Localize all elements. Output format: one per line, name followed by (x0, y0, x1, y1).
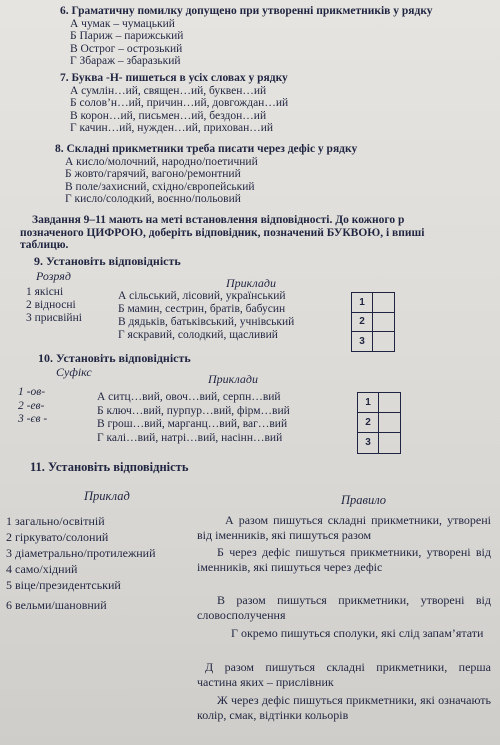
question-11-rule: В разом пишуться прикметники, утворені від словосполучення (197, 593, 491, 622)
question-11-rule: Г окремо пишуться сполуки, які слід запам’ятати (231, 626, 484, 640)
question-6-option: Б Париж – парижський (70, 30, 184, 42)
question-6 (60, 5, 433, 68)
question-8-option: Г кисло/солодкий, воєнно/польовий (65, 193, 241, 205)
question-7-option: Г качин…ий, нужден…ий, прихован…ий (70, 122, 274, 134)
task-instruction-line: Завдання 9–11 мають на меті встановлення відповідності. До кожного р (32, 214, 405, 226)
question-10-left-header: Суфікс (56, 365, 92, 379)
grid-row-label: 1 (352, 293, 372, 313)
question-9-left-item: 1 якісні (26, 286, 64, 298)
question-10-left-item: 1 -ов- (18, 386, 46, 398)
question-7-title: 7. Буква -Н- пишеться в усіх словах у рядку (60, 72, 288, 84)
grid-answer-column[interactable] (373, 293, 394, 351)
task-instruction-line: позначеного ЦИФРОЮ, доберіть відповідник, позначений БУКВОЮ, і впиші (20, 226, 425, 239)
question-10-right-item: Б ключ…вий, пурпур…вий, фірм…вий (97, 404, 290, 417)
question-11-rule: Ж через дефіс пишуться прикметники, які означають колір, смак, відтінки кольорів (197, 693, 491, 722)
question-11-rule: Б через дефіс пишуться прикметники, утворені від іменників, які пишуться через дефіс (197, 545, 491, 574)
question-9-right-item: А сільський, лісовий, український (118, 290, 286, 302)
grid-answer-column[interactable] (379, 393, 400, 453)
question-11-left-column (6, 513, 156, 613)
question-10-right-item: В грош…вий, марганц…вий, ваг…вий (97, 418, 288, 430)
question-11-title: 11. Установіть відповідність (30, 460, 189, 474)
question-10-left-item: 2 -ев- (18, 399, 45, 412)
question-6-option: Г Збараж – збаразький (70, 55, 181, 67)
grid-row-label: 1 (358, 393, 378, 413)
question-10-right-item: А ситц…вий, овоч…вий, серпн…вий (97, 391, 281, 403)
grid-row-label: 2 (352, 313, 372, 332)
grid-row-label: 3 (359, 336, 365, 347)
question-11-left-item: 1 загально/освітній (6, 514, 105, 528)
question-8 (55, 143, 357, 206)
task-instruction-line: таблицю. (20, 239, 69, 251)
question-11-left-item: 6 вельми/шановний (6, 598, 107, 612)
question-9-title: 9. Установіть відповідність (34, 254, 181, 268)
question-9-right-header: Приклади (226, 276, 276, 290)
question-11-left-item: 5 віце/президентський (6, 578, 121, 592)
question-11-left-item: 3 діаметрально/протилежний (6, 546, 156, 560)
question-10-left-column (18, 386, 47, 427)
question-11-left-item: 2 гіркувато/солоний (6, 530, 109, 544)
question-10-left-item: 3 -єв - (18, 413, 48, 425)
question-7 (60, 72, 288, 135)
question-11-right-header: Правило (341, 493, 387, 507)
question-11-left-header: Приклад (84, 489, 130, 503)
question-11-left-item: 4 само/хідний (6, 562, 78, 576)
question-8-option: Б жовто/гарячий, вагоно/ремонтний (65, 168, 241, 180)
question-6-option: А чумак – чумацький (70, 17, 175, 30)
question-9-right-item: Б мамин, сестрин, братів, бабусин (118, 303, 286, 315)
question-10-right-item: Г калі…вий, натрі…вий, насінн…вий (97, 431, 283, 444)
question-9-left-item: 2 відносні (26, 299, 76, 311)
question-11-rule: Д разом пишуться складні прикметники, перша частина яких – прислівник (197, 660, 491, 689)
question-10-title: 10. Установіть відповідність (38, 351, 191, 365)
question-7-option: В корон…ий, письмен…ий, бездон…ий (70, 109, 267, 122)
question-9-right-column (118, 290, 294, 342)
question-8-title: 8. Складні прикметники треба писати через дефіс у рядку (55, 143, 358, 155)
task-instruction (20, 214, 500, 252)
question-9-left-header: Розряд (36, 269, 71, 283)
question-8-option: А кисло/молочний, народно/поетичний (65, 155, 258, 168)
question-9-left-item: 3 присвійні (26, 312, 82, 324)
question-6-option: В Острог – острозький (70, 42, 183, 55)
question-7-option: Б солов’н…ий, причин…ий, довгождан…ий (70, 97, 289, 109)
question-8-option: В поле/захисний, східно/європейський (65, 180, 255, 193)
question-9-answer-grid (351, 292, 395, 352)
question-10-answer-grid (357, 392, 401, 454)
question-11-rule: А разом пишуться складні прикметники, утворені від іменників, які пишуться разом (197, 513, 491, 542)
question-9-right-item: Г яскравий, солодкий, щасливий (118, 329, 278, 341)
question-9-left-column (26, 286, 82, 325)
question-6-title: 6. Граматичну помилку допущено при утворенні прикметників у рядку (60, 5, 433, 17)
grid-row-label: 3 (365, 437, 371, 448)
question-10-right-header: Приклади (208, 372, 258, 386)
question-9-right-item: В дядьків, батьківський, учнівський (118, 316, 295, 328)
grid-row-label: 2 (358, 413, 378, 433)
question-7-option: А сумлін…ий, священ…ий, буквен…ий (70, 84, 267, 97)
question-10-right-column (97, 391, 290, 445)
